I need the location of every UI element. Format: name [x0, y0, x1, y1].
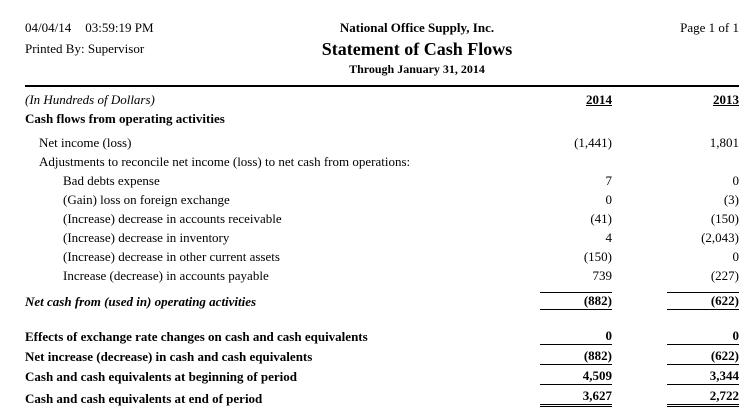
report-subtitle: Through January 31, 2014 [349, 62, 485, 76]
row-value-2014: 4,509 [540, 368, 612, 385]
table-row [25, 152, 739, 171]
row-value-2014: 0 [605, 191, 612, 207]
report-title: Statement of Cash Flows [321, 39, 513, 59]
printed-by: Printed By: Supervisor [25, 41, 145, 56]
page-number: Page 1 of 1 [680, 20, 739, 35]
row-value-2014: 4 [605, 229, 612, 245]
row-label: Effects of exchange rate changes on cash and cash equivalents [25, 328, 368, 344]
row-label: Adjustments to reconcile net income (loss) to net cash from operations: [39, 153, 411, 169]
row-label: (Increase) decrease in inventory [63, 229, 230, 245]
header-left [25, 20, 205, 57]
print-date: 04/04/14 [25, 20, 72, 35]
row-label: Cash and cash equivalents at beginning of period [25, 368, 297, 384]
print-datetime [25, 20, 205, 36]
table-row [25, 133, 739, 152]
row-value-2013: 0 [667, 328, 739, 345]
table-row [25, 346, 739, 366]
row-value-2014: (41) [590, 210, 612, 226]
table-row [25, 326, 739, 346]
spacer [25, 311, 739, 326]
row-label: Bad debts expense [63, 172, 160, 188]
row-label: (Gain) loss on foreign exchange [63, 191, 230, 207]
column-header-2014: 2014 [586, 91, 612, 107]
row-value-2013: 0 [732, 172, 739, 188]
row-value-2014: 0 [540, 328, 612, 345]
row-value-2013: 0 [732, 248, 739, 264]
row-value-2014: (1,441) [574, 134, 612, 150]
company-name: National Office Supply, Inc. [339, 20, 495, 35]
header-center [205, 20, 629, 77]
row-value-2014: 739 [592, 267, 612, 283]
row-value-2013: (3) [723, 191, 739, 207]
table-row [25, 247, 739, 266]
row-value-2014: (150) [583, 248, 612, 264]
row-value-2013: (622) [667, 292, 739, 310]
print-time: 03:59:19 PM [85, 20, 154, 35]
row-value-2013: (150) [710, 210, 739, 226]
row-value-2013: (2,043) [701, 229, 739, 245]
table-row [25, 209, 739, 228]
table-row [25, 366, 739, 386]
row-value-2014: (882) [540, 292, 612, 310]
header-divider [25, 85, 739, 87]
row-value-2013: (227) [710, 267, 739, 283]
row-value-2013: 3,344 [667, 368, 739, 385]
row-label: Cash and cash equivalents at end of period [25, 390, 263, 406]
row-label: Cash flows from operating activities [25, 110, 225, 126]
table-row [25, 190, 739, 209]
units-label: (In Hundreds of Dollars) [25, 91, 155, 107]
row-value-2014: 3,627 [540, 388, 612, 407]
table-row-subtotal [25, 290, 739, 311]
row-value-2013: 2,722 [667, 388, 739, 407]
row-label: (Increase) decrease in accounts receivable [63, 210, 282, 226]
row-value-2013: (622) [667, 348, 739, 365]
row-value-2014: 7 [605, 172, 612, 188]
table-row [25, 266, 739, 285]
column-header-row [25, 90, 739, 109]
row-label: Net income (loss) [39, 134, 132, 150]
report-header [25, 20, 739, 77]
row-label: Increase (decrease) in accounts payable [63, 267, 269, 283]
table-row [25, 171, 739, 190]
row-label: Net cash from (used in) operating activities [25, 293, 257, 309]
row-value-2013: 1,801 [709, 134, 739, 150]
table-row [25, 228, 739, 247]
table-row [25, 109, 739, 128]
table-row-total [25, 386, 739, 408]
column-header-2013: 2013 [713, 91, 739, 107]
row-label: (Increase) decrease in other current assets [63, 248, 280, 264]
row-value-2014: (882) [540, 348, 612, 365]
row-label: Net increase (decrease) in cash and cash equivalents [25, 348, 313, 364]
